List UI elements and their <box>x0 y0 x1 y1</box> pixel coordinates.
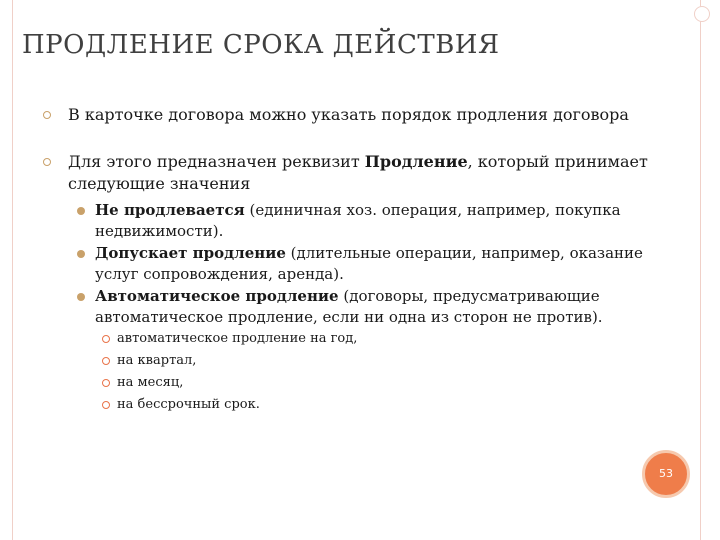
small-bullet-icon <box>102 401 110 409</box>
option-item: автоматическое продление на год, <box>117 331 358 346</box>
filled-bullet-icon <box>77 207 85 215</box>
option-item: на квартал, <box>117 353 197 368</box>
small-bullet-icon <box>102 335 110 343</box>
left-frame-line <box>12 0 13 540</box>
bullet-item-2: Для этого предназначен реквизит Продление, который принимает следующие значения <box>68 152 648 193</box>
small-bullet-icon <box>102 357 110 365</box>
bullet-item-1: В карточке договора можно указать порядок продления договора <box>68 105 629 124</box>
bullet-icon <box>43 158 51 166</box>
small-bullet-icon <box>102 379 110 387</box>
option-item: на месяц, <box>117 375 184 390</box>
filled-bullet-icon <box>77 250 85 258</box>
option-item: на бессрочный срок. <box>117 397 260 412</box>
sub-bullet-no-renewal: Не продлевается (единичная хоз. операция, например, покупка недвижимости). <box>95 201 621 240</box>
right-frame-line <box>700 0 701 540</box>
filled-bullet-icon <box>77 293 85 301</box>
page-number-badge: 53 <box>642 450 690 498</box>
corner-circle-decoration <box>694 6 710 22</box>
bullet-icon <box>43 111 51 119</box>
slide-title: ПРОДЛЕНИЕ СРОКА ДЕЙСТВИЯ <box>22 30 500 60</box>
sub-bullet-auto-renewal: Автоматическое продление (договоры, предусматривающие автоматическое продление, если ни одна из сторон не против). <box>95 287 603 326</box>
sub-bullet-allows-renewal: Допускает продление (длительные операции, например, оказание услуг сопровождения, аренда). <box>95 244 643 283</box>
